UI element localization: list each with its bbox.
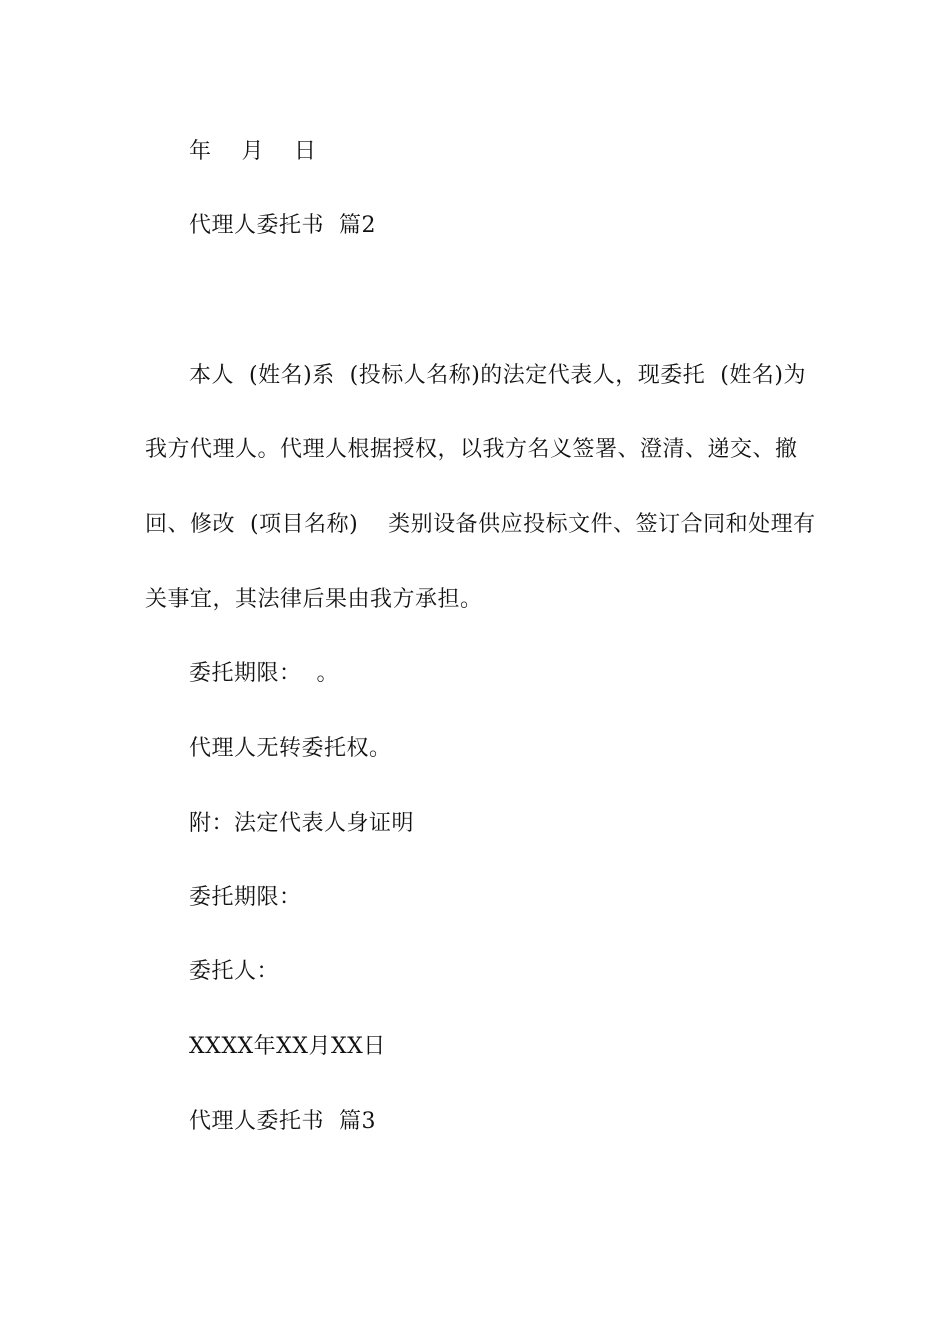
no-subdelegation-line: 代理人无转委托权。: [189, 736, 392, 761]
section-heading-2: 代理人委托书 篇2: [189, 213, 376, 238]
body-paragraph-line-2: 我方代理人。代理人根据授权，以我方名义签署、澄清、递交、撤: [145, 437, 798, 462]
attachment-line: 附：法定代表人身证明: [189, 811, 415, 836]
section-heading-3: 代理人委托书 篇3: [189, 1109, 376, 1134]
delegation-term-signature-line: 委托期限：: [189, 885, 302, 910]
body-paragraph-line-4: 关事宜，其法律后果由我方承担。: [145, 587, 483, 612]
filled-date-line: XXXX年XX月XX日: [189, 1034, 386, 1059]
body-paragraph-line-3: 回、修改 (项目名称) 类别设备供应投标文件、签订合同和处理有: [145, 512, 816, 537]
principal-line: 委托人：: [189, 959, 280, 984]
delegation-term-line: 委托期限： 。: [189, 661, 339, 686]
date-line: 年 月 日: [189, 139, 317, 164]
body-paragraph-line-1: 本人 (姓名)系 (投标人名称)的法定代表人，现委托 (姓名)为: [189, 363, 806, 388]
